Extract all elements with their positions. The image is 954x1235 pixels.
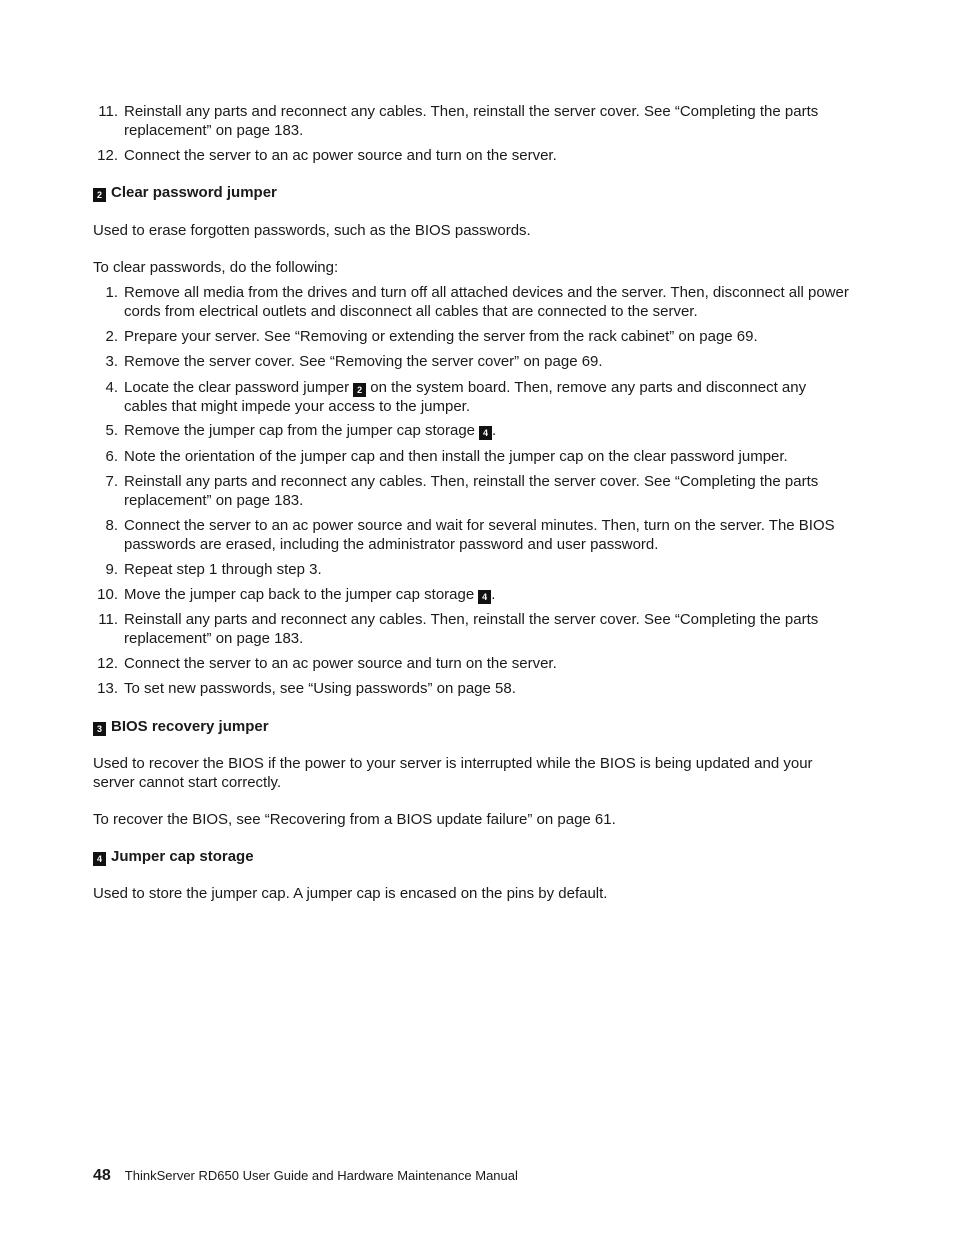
section-heading-clear-password bbox=[93, 183, 277, 202]
step-item bbox=[93, 472, 853, 510]
section-heading-bios-recovery bbox=[93, 717, 269, 736]
step-number: 8. bbox=[105, 517, 118, 534]
step-text: Reinstall any parts and reconnect any cables. Then, reinstall the server cover. See “Completing the parts replacement” on page 183. bbox=[124, 611, 819, 647]
step-item bbox=[93, 146, 853, 165]
heading-text: BIOS recovery jumper bbox=[111, 718, 269, 735]
section-heading-jumper-cap-storage bbox=[93, 847, 254, 866]
step-text: Repeat step 1 through step 3. bbox=[124, 561, 322, 578]
step-text: Prepare your server. See “Removing or extending the server from the rack cabinet” on page 69. bbox=[124, 328, 758, 345]
page-number: 48 bbox=[93, 1167, 111, 1184]
section-intro: Used to recover the BIOS if the power to your server is interrupted while the BIOS is being updated and your server cannot start correctly. bbox=[93, 755, 813, 791]
step-text-part: on the system board. Then, remove any parts and disconnect any cables that might impede your access to the jumper. bbox=[124, 379, 807, 415]
section-intro: Used to store the jumper cap. A jumper cap is encased on the pins by default. bbox=[93, 885, 608, 902]
step-number: 10. bbox=[97, 586, 118, 603]
step-text-part: Move the jumper cap back to the jumper cap storage bbox=[124, 586, 475, 603]
step-text-part: Remove the jumper cap from the jumper cap storage bbox=[124, 422, 475, 439]
step-item bbox=[93, 610, 853, 648]
callout-badge: 4 bbox=[93, 852, 106, 866]
step-item bbox=[93, 283, 853, 321]
step-item bbox=[93, 679, 853, 698]
step-number: 11. bbox=[98, 103, 118, 120]
step-number: 13. bbox=[97, 680, 118, 697]
step-number: 6. bbox=[105, 448, 118, 465]
step-text: Remove the server cover. See “Removing the server cover” on page 69. bbox=[124, 353, 603, 370]
procedure-lead: To clear passwords, do the following: bbox=[93, 259, 339, 276]
step-text bbox=[124, 378, 852, 416]
step-number: 12. bbox=[97, 655, 118, 672]
heading-text: Jumper cap storage bbox=[111, 848, 254, 865]
section-intro: Used to erase forgotten passwords, such as the BIOS passwords. bbox=[93, 222, 531, 239]
step-number: 2. bbox=[105, 328, 118, 345]
step-item bbox=[93, 327, 853, 346]
heading-text: Clear password jumper bbox=[111, 184, 277, 201]
step-item bbox=[93, 560, 853, 579]
step-item bbox=[93, 447, 853, 466]
step-text: Reinstall any parts and reconnect any cables. Then, reinstall the server cover. See “Completing the parts replacement” on page 183. bbox=[124, 473, 819, 509]
step-item bbox=[93, 654, 853, 673]
step-text bbox=[124, 421, 852, 440]
step-item bbox=[93, 378, 853, 416]
callout-badge: 2 bbox=[93, 188, 106, 202]
step-text: Connect the server to an ac power source and turn on the server. bbox=[124, 147, 557, 164]
step-item bbox=[93, 421, 853, 440]
page-footer bbox=[93, 1166, 518, 1185]
step-text-part: . bbox=[491, 586, 496, 603]
step-text: Remove all media from the drives and turn off all attached devices and the server. Then, disconnect all power cords from electrical outlets and disconnect all cables that are connected to the server. bbox=[124, 284, 849, 320]
step-text bbox=[124, 585, 852, 604]
callout-badge: 2 bbox=[353, 383, 366, 397]
step-number: 12. bbox=[97, 147, 118, 164]
step-number: 11. bbox=[98, 611, 118, 628]
step-text: Note the orientation of the jumper cap and then install the jumper cap on the clear password jumper. bbox=[124, 448, 788, 465]
step-number: 9. bbox=[105, 561, 118, 578]
callout-badge: 3 bbox=[93, 722, 106, 736]
step-text: To set new passwords, see “Using passwords” on page 58. bbox=[124, 680, 516, 697]
step-number: 7. bbox=[105, 473, 118, 490]
callout-badge: 4 bbox=[478, 590, 491, 604]
step-number: 1. bbox=[105, 284, 118, 301]
step-number: 5. bbox=[105, 422, 118, 439]
step-text: Connect the server to an ac power source and wait for several minutes. Then, turn on the server. The BIOS passwords are erased, including the administrator password and user password. bbox=[124, 517, 835, 553]
callout-badge: 4 bbox=[479, 426, 492, 440]
step-item bbox=[93, 516, 853, 554]
step-text: Connect the server to an ac power source and turn on the server. bbox=[124, 655, 557, 672]
procedure-lead: To recover the BIOS, see “Recovering from a BIOS update failure” on page 61. bbox=[93, 811, 616, 828]
step-item bbox=[93, 585, 853, 604]
step-text: Reinstall any parts and reconnect any cables. Then, reinstall the server cover. See “Completing the parts replacement” on page 183. bbox=[124, 103, 819, 139]
step-number: 3. bbox=[105, 353, 118, 370]
step-text-part: Locate the clear password jumper bbox=[124, 379, 350, 396]
step-item bbox=[93, 102, 853, 140]
step-number: 4. bbox=[105, 379, 118, 396]
step-text-part: . bbox=[492, 422, 497, 439]
manual-title: ThinkServer RD650 User Guide and Hardware Maintenance Manual bbox=[124, 1168, 518, 1183]
step-item bbox=[93, 352, 853, 371]
